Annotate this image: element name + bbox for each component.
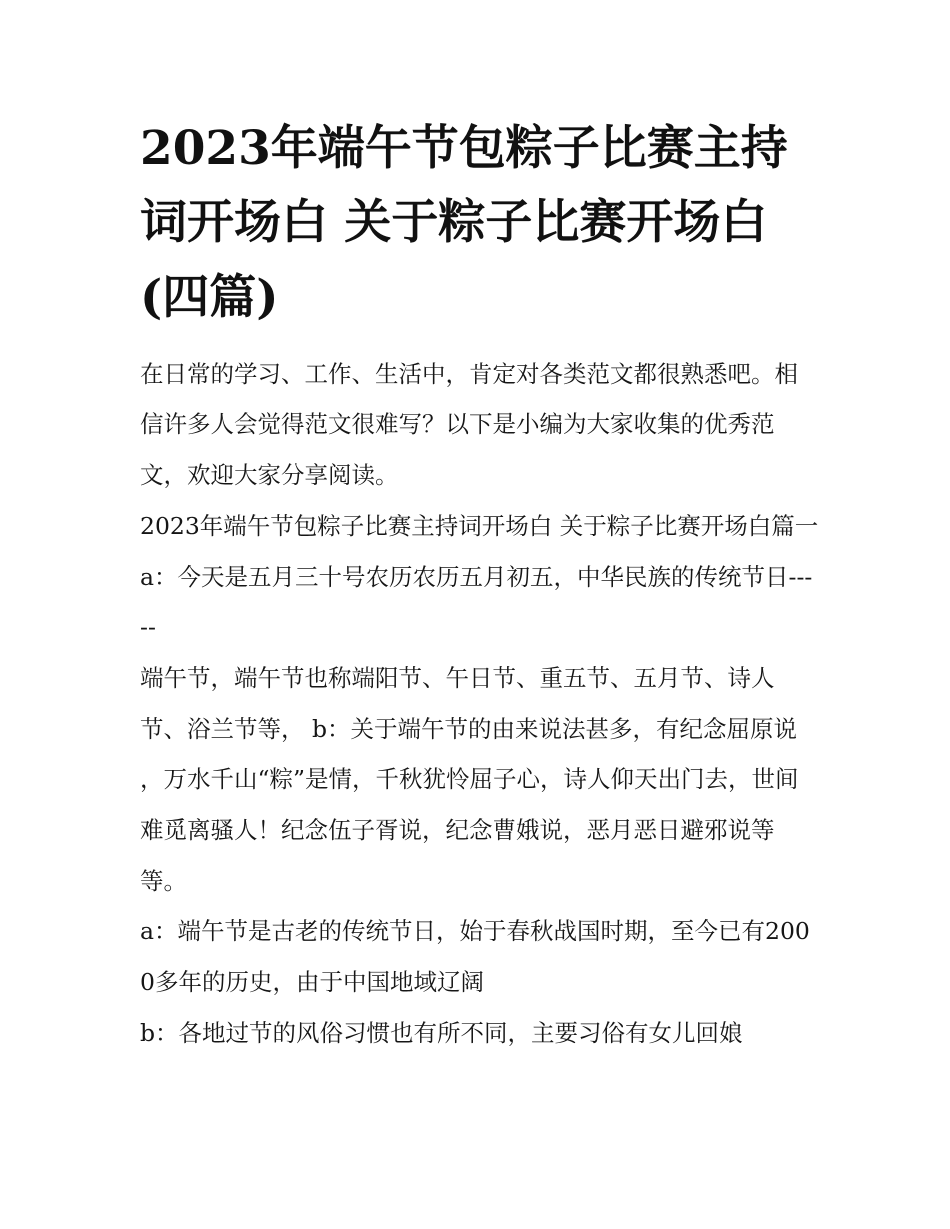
paragraph-origin: ，万水千山“粽”是情，千秋犹怜屈子心，诗人仰天出门去，世间难觅离骚人！纪念伍子胥说，纪念曹娥说，恶月恶日避邪说等等。 [140,765,799,895]
paragraph-customs: b：各地过节的风俗习惯也有所不同，主要习俗有女儿回娘 [140,1018,743,1047]
document-title: 2023年端午节包粽子比赛主持词开场白 关于粽子比赛开场白(四篇) [140,121,788,325]
document-page [140,112,820,1059]
document-body [140,349,820,1059]
paragraph-festival-names: 端午节，端午节也称端阳节、午日节、重五节、五月节、诗人节、浴兰节等， b：关于端午节的由来说法甚多，有纪念屈原说 [140,663,798,743]
paragraph-history: a：端午节是古老的传统节日，始于春秋战国时期，至今已有2000多年的历史，由于中国地域辽阔 [140,917,810,997]
paragraph-heading-1: 2023年端午节包粽子比赛主持词开场白 关于粽子比赛开场白篇一 a：今天是五月三十号农历农历五月初五，中华民族的传统节日----- [140,511,819,642]
paragraph-intro: 在日常的学习、工作、生活中，肯定对各类范文都很熟悉吧。相信许多人会觉得范文很难写？以下是小编为大家收集的优秀范文，欢迎大家分享阅读。 [140,359,798,490]
